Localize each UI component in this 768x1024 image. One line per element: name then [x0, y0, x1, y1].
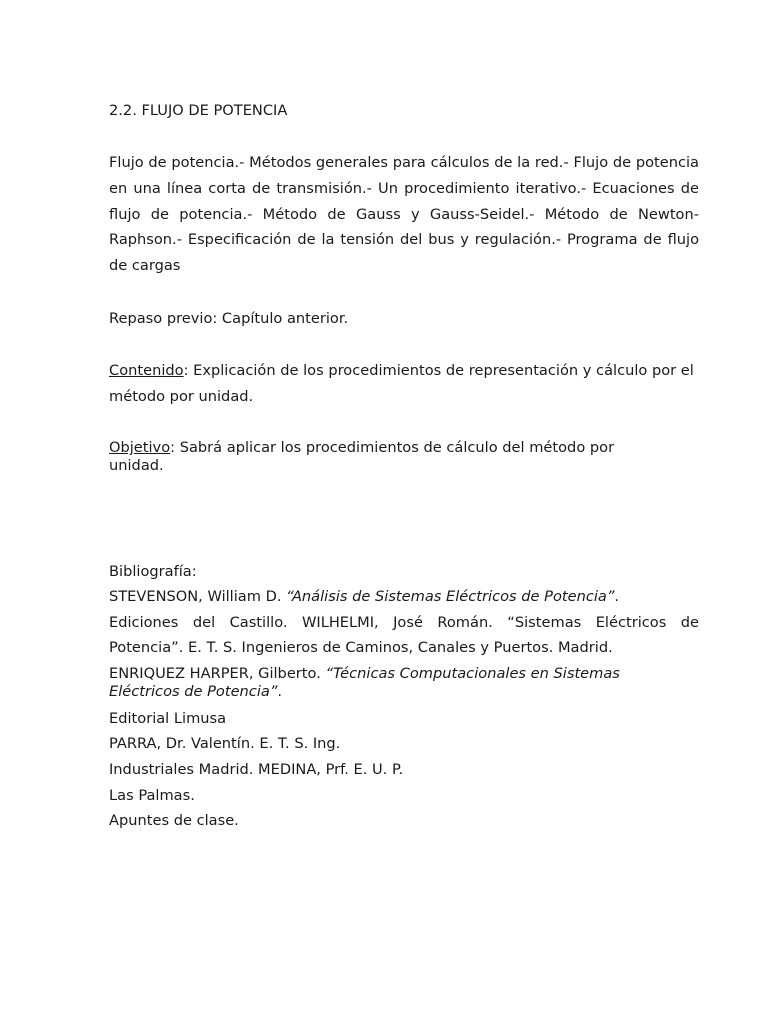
ref-apuntes: Apuntes de clase.: [109, 812, 239, 829]
ref-limusa: Editorial Limusa: [109, 710, 227, 727]
objetivo-text: : Sabrá aplicar los procedimientos de cálculo del método por: [170, 439, 615, 456]
stevenson-title: “Análisis de Sistemas Eléctricos de Potencia”: [286, 588, 615, 605]
ref-wilhelmi-line-1: Ediciones del Castillo. WILHELMI, José Román. “Sistemas Eléctricos de: [109, 614, 699, 631]
objetivo-line-2: unidad.: [109, 457, 164, 474]
contenido-paragraph: [109, 358, 699, 410]
ref-enriquez-line-1: [109, 664, 699, 684]
bibliografia-label: Bibliografía:: [109, 563, 197, 580]
contenido-label: Contenido: [109, 362, 184, 379]
ref-wilhelmi-line-2: Potencia”. E. T. S. Ingenieros de Caminos, Canales y Puertos. Madrid.: [109, 639, 613, 656]
enriquez-end: .: [277, 683, 283, 700]
enriquez-title-2: Eléctricos de Potencia”: [109, 683, 278, 700]
ref-palmas: Las Palmas.: [109, 787, 195, 804]
ref-parra: PARRA, Dr. Valentín. E. T. S. Ing.: [109, 735, 341, 752]
repaso-paragraph: Repaso previo: Capítulo anterior.: [109, 310, 349, 327]
ref-enriquez-line-2: [109, 682, 699, 702]
stevenson-end: .: [614, 588, 620, 605]
ref-medina: Industriales Madrid. MEDINA, Prf. E. U. P.: [109, 761, 404, 778]
intro-paragraph: Flujo de potencia.- Métodos generales para cálculos de la red.- Flujo de potencia en una línea corta de transmisión.- Un procedimiento iterativo.- Ecuaciones de flujo de potencia.- Método de Gauss y Gauss-Seidel.- Método de Newton-Raphson.- Especificación de la tensión del bus y regulación.- Programa de flujo de cargas: [109, 154, 699, 275]
ref-stevenson: [109, 587, 699, 607]
section-heading: 2.2. FLUJO DE POTENCIA: [109, 102, 288, 119]
enriquez-author: ENRIQUEZ HARPER, Gilberto.: [109, 665, 326, 682]
contenido-text: : Explicación de los procedimientos de representación y cálculo por el método por unidad.: [109, 362, 694, 405]
enriquez-title-1: “Técnicas Computacionales en Sistemas: [325, 665, 620, 682]
objetivo-label: Objetivo: [109, 439, 171, 456]
objetivo-line-1: [109, 438, 699, 458]
stevenson-author: STEVENSON, William D.: [109, 588, 287, 605]
